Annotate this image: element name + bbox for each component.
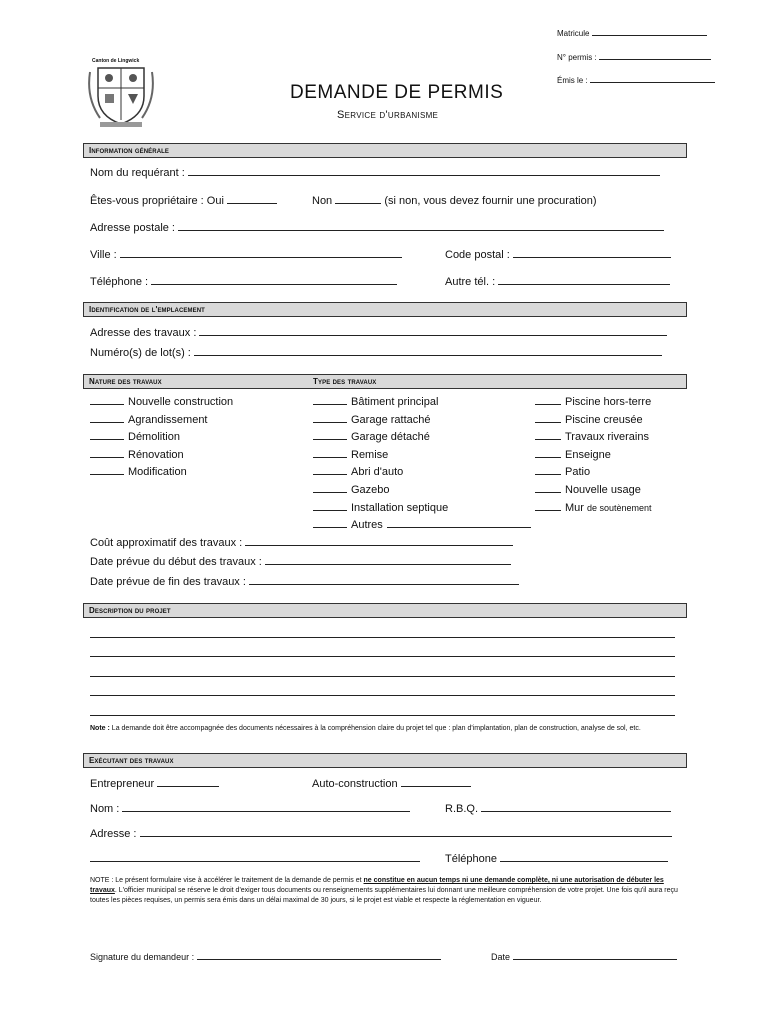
check-blank[interactable] xyxy=(313,395,347,405)
lots-field[interactable]: Numéro(s) de lot(s) : xyxy=(90,346,662,359)
matricule-field[interactable]: Matricule xyxy=(557,26,707,38)
checklist-label: de soutènement xyxy=(586,502,652,513)
checklist-item[interactable] xyxy=(313,501,448,514)
section-emplacement-header: Identification de l'emplacement xyxy=(83,302,687,317)
date-signature-field[interactable]: Date xyxy=(491,950,677,962)
check-blank[interactable] xyxy=(535,395,561,405)
autres-field[interactable] xyxy=(387,518,531,528)
description-line[interactable] xyxy=(90,715,675,716)
emis-le-field[interactable]: Émis le : xyxy=(557,73,715,85)
requerant-field[interactable]: Nom du requérant : xyxy=(90,166,660,179)
section-info-header: Information générale xyxy=(83,143,687,158)
checklist-item[interactable] xyxy=(535,413,643,426)
check-blank[interactable] xyxy=(535,430,561,440)
checklist-item[interactable] xyxy=(313,483,390,496)
checklist-item[interactable] xyxy=(313,448,388,461)
check-blank[interactable] xyxy=(90,413,124,423)
checklist-label: Garage détaché xyxy=(351,431,430,444)
check-blank[interactable] xyxy=(313,413,347,423)
checklist-label: Démolition xyxy=(128,431,180,444)
checklist-item[interactable] xyxy=(313,518,531,531)
checklist-label: Enseigne xyxy=(565,448,611,461)
check-blank[interactable] xyxy=(313,483,347,493)
code-postal-field[interactable]: Code postal : xyxy=(445,248,671,261)
section-description-header: Description du projet xyxy=(83,603,687,618)
check-blank[interactable] xyxy=(90,465,124,475)
telephone-executant-field[interactable]: Téléphone xyxy=(445,852,668,865)
check-blank[interactable] xyxy=(535,501,561,511)
checklist-label: Patio xyxy=(565,466,591,479)
checklist-item[interactable] xyxy=(90,413,208,426)
checklist-label: Agrandissement xyxy=(128,413,208,426)
page-title: DEMANDE DE PERMIS xyxy=(290,82,504,103)
adresse-postale-field[interactable]: Adresse postale : xyxy=(90,221,664,234)
checklist-label: Mur xyxy=(565,501,584,514)
checklist-item[interactable] xyxy=(535,501,652,514)
check-blank[interactable] xyxy=(535,483,561,493)
nom-executant-field[interactable]: Nom : xyxy=(90,802,410,815)
description-line[interactable] xyxy=(90,676,675,677)
checklist-label: Modification xyxy=(128,466,187,479)
checklist-label: Gazebo xyxy=(351,484,390,496)
checklist-item[interactable] xyxy=(90,395,233,408)
final-note: NOTE : Le présent formulaire vise à accélérer le traitement de la demande de permis et ne constitue en aucun temps ni une demande complète, ni une autorisation de débuter les travaux. L'officier municipal se réserve le droit d'exiger tous documents ou renseignements supplémentaires lui donnant une meilleure compréhension de votre projet. Une fois qu'il aura reçu toutes les pièces requises, un permis sera émis dans un délai maximal de 30 jours, si le projet est viable et respecte la réglementation en vigueur. xyxy=(90,877,678,904)
date-fin-field[interactable]: Date prévue de fin des travaux : xyxy=(90,575,519,588)
checklist-label: Remise xyxy=(351,448,389,461)
proprietaire-oui-field[interactable]: Êtes-vous propriétaire : Oui xyxy=(90,194,277,207)
adresse-executant-field[interactable]: Adresse : xyxy=(90,827,672,840)
checklist-label: Piscine creusée xyxy=(565,413,643,426)
check-blank[interactable] xyxy=(535,413,561,423)
checklist-item[interactable] xyxy=(535,465,590,478)
page-subtitle: Service d'urbanisme xyxy=(337,109,439,121)
rbq-field[interactable]: R.B.Q. xyxy=(445,802,671,815)
checklist-label: Autres xyxy=(351,519,383,532)
section-travaux-header: Nature des travaux Type des travaux xyxy=(83,374,687,389)
checklist-item[interactable] xyxy=(535,430,649,443)
checklist-item[interactable] xyxy=(90,448,184,461)
checklist-item[interactable] xyxy=(535,448,611,461)
description-note: Note : La demande doit être accompagnée des documents nécessaires à la compréhension claire du projet tel que : plan d'implantation, plan de construction, analyse de sol, etc. xyxy=(90,725,641,732)
extra-line-field[interactable] xyxy=(90,852,420,865)
check-blank[interactable] xyxy=(313,501,347,511)
checklist-label: Nouvelle construction xyxy=(128,396,234,408)
description-line[interactable] xyxy=(90,656,675,657)
section-executant-header: Exécutant des travaux xyxy=(83,753,687,768)
checklist-label: Travaux riverains xyxy=(565,431,649,444)
description-line[interactable] xyxy=(90,695,675,696)
check-blank[interactable] xyxy=(535,465,561,475)
entrepreneur-field[interactable]: Entrepreneur xyxy=(90,777,219,790)
checklist-item[interactable] xyxy=(313,430,430,443)
checklist-item[interactable] xyxy=(90,465,187,478)
check-blank[interactable] xyxy=(535,448,561,458)
telephone-field[interactable]: Téléphone : xyxy=(90,275,397,288)
adresse-travaux-field[interactable]: Adresse des travaux : xyxy=(90,326,667,339)
description-line[interactable] xyxy=(90,637,675,638)
checklist-label: Nouvelle usage xyxy=(565,484,641,496)
permis-number-field[interactable]: N° permis : xyxy=(557,50,711,62)
check-blank[interactable] xyxy=(90,395,124,405)
checklist-item[interactable] xyxy=(90,430,180,443)
checklist-item[interactable] xyxy=(313,413,431,426)
check-blank[interactable] xyxy=(90,430,124,440)
proprietaire-non-field[interactable]: Non (si non, vous devez fournir une procuration) xyxy=(312,195,597,207)
ville-field[interactable]: Ville : xyxy=(90,248,402,261)
check-blank[interactable] xyxy=(313,448,347,458)
checklist-label: Rénovation xyxy=(128,448,184,461)
checklist-label: Installation septique xyxy=(351,501,449,514)
check-blank[interactable] xyxy=(90,448,124,458)
date-debut-field[interactable]: Date prévue du début des travaux : xyxy=(90,555,511,568)
check-blank[interactable] xyxy=(313,465,347,475)
logo: Canton de Lingwick xyxy=(86,58,156,130)
checklist-label: Bâtiment principal xyxy=(351,396,439,408)
auto-construction-field[interactable]: Auto-construction xyxy=(312,777,471,790)
check-blank[interactable] xyxy=(313,518,347,528)
checklist-item[interactable] xyxy=(535,483,641,496)
checklist-item[interactable] xyxy=(313,465,403,478)
checklist-item[interactable] xyxy=(535,395,651,408)
checklist-label: Garage rattaché xyxy=(351,413,431,426)
autre-tel-field[interactable]: Autre tél. : xyxy=(445,275,670,288)
crest-icon xyxy=(86,58,156,130)
cout-field[interactable]: Coût approximatif des travaux : xyxy=(90,536,513,549)
check-blank[interactable] xyxy=(313,430,347,440)
checklist-label: Piscine hors-terre xyxy=(565,396,652,408)
checklist-item[interactable] xyxy=(313,395,438,408)
signature-field[interactable]: Signature du demandeur : xyxy=(90,950,441,962)
checklist-label: Abri d'auto xyxy=(351,466,404,479)
